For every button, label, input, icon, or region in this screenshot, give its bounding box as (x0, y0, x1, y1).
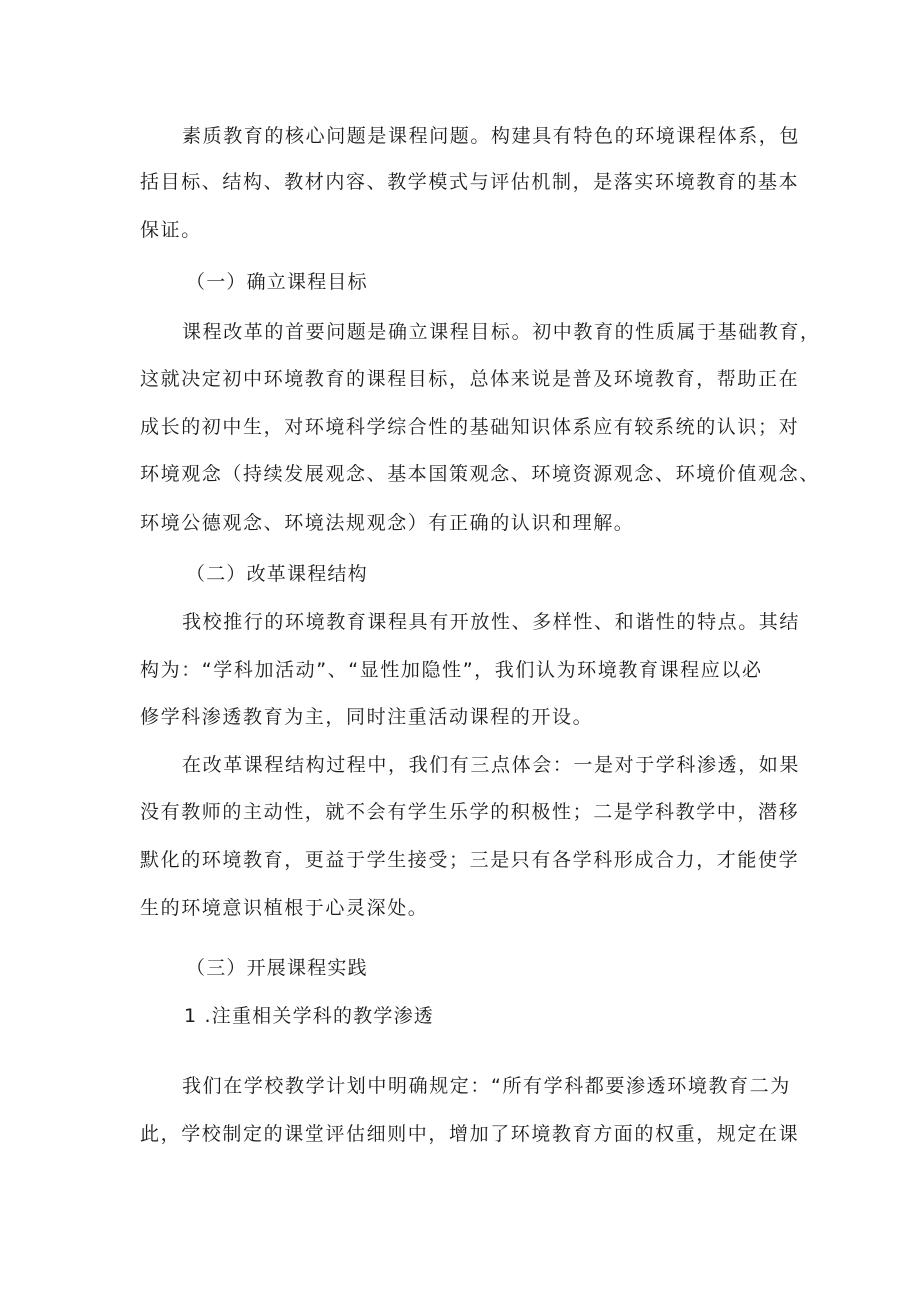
paragraph-4-line-3: 默化的环境教育，更益于学生接受；三是只有各学科形成合力，才能使学 (140, 849, 800, 871)
section-heading-3: （三）开展课程实践 (186, 957, 368, 979)
paragraph-3-line-1: 我校推行的环境教育课程具有开放性、多样性、和谐性的特点。其结 (182, 611, 801, 633)
paragraph-2-line-3: 成长的初中生，对环境科学综合性的基础知识体系应有较系统的认识；对 (140, 416, 800, 438)
section-heading-1: （一）确立课程目标 (186, 271, 368, 293)
paragraph-4-line-2: 没有教师的主动性，就不会有学生乐学的积极性；二是学科教学中，潜移 (140, 801, 800, 823)
paragraph-4-line-1: 在改革课程结构过程中，我们有三点体会：一是对于学科渗透，如果 (182, 754, 801, 776)
paragraph-2-line-5: 环境公德观念、环境法规观念）有正确的认识和理解。 (140, 512, 635, 534)
subsection-heading-1: 1 .注重相关学科的教学渗透 (184, 1005, 434, 1027)
paragraph-3-line-3: 修学科渗透教育为主，同时注重活动课程的开设。 (140, 706, 594, 728)
section-heading-2: （二）改革课程结构 (186, 563, 368, 585)
paragraph-1-line-2: 括目标、结构、教材内容、教学模式与评估机制，是落实环境教育的基本 (140, 171, 800, 193)
paragraph-4-line-4: 生的环境意识植根于心灵深处。 (140, 897, 429, 919)
paragraph-1-line-3: 保证。 (140, 219, 202, 241)
paragraph-5-line-1: 我们在学校教学计划中明确规定：“所有学科都要渗透环境教育二为 (182, 1075, 791, 1097)
paragraph-2-line-4: 环境观念（持续发展观念、基本国策观念、环境资源观念、环境价值观念、 (140, 463, 820, 485)
paragraph-2-line-2: 这就决定初中环境教育的课程目标，总体来说是普及环境教育，帮助正在 (140, 368, 800, 390)
paragraph-3-line-2: 构为：“学科加活动”、“显性加隐性”，我们认为环境教育课程应以必 (140, 659, 763, 681)
paragraph-1-line-1: 素质教育的核心问题是课程问题。构建具有特色的环境课程体系，包 (182, 125, 801, 147)
paragraph-2-line-1: 课程改革的首要问题是确立课程目标。初中教育的性质属于基础教育， (182, 321, 821, 343)
paragraph-5-line-2: 此，学校制定的课堂评估细则中，增加了环境教育方面的权重，规定在课 (140, 1123, 800, 1145)
